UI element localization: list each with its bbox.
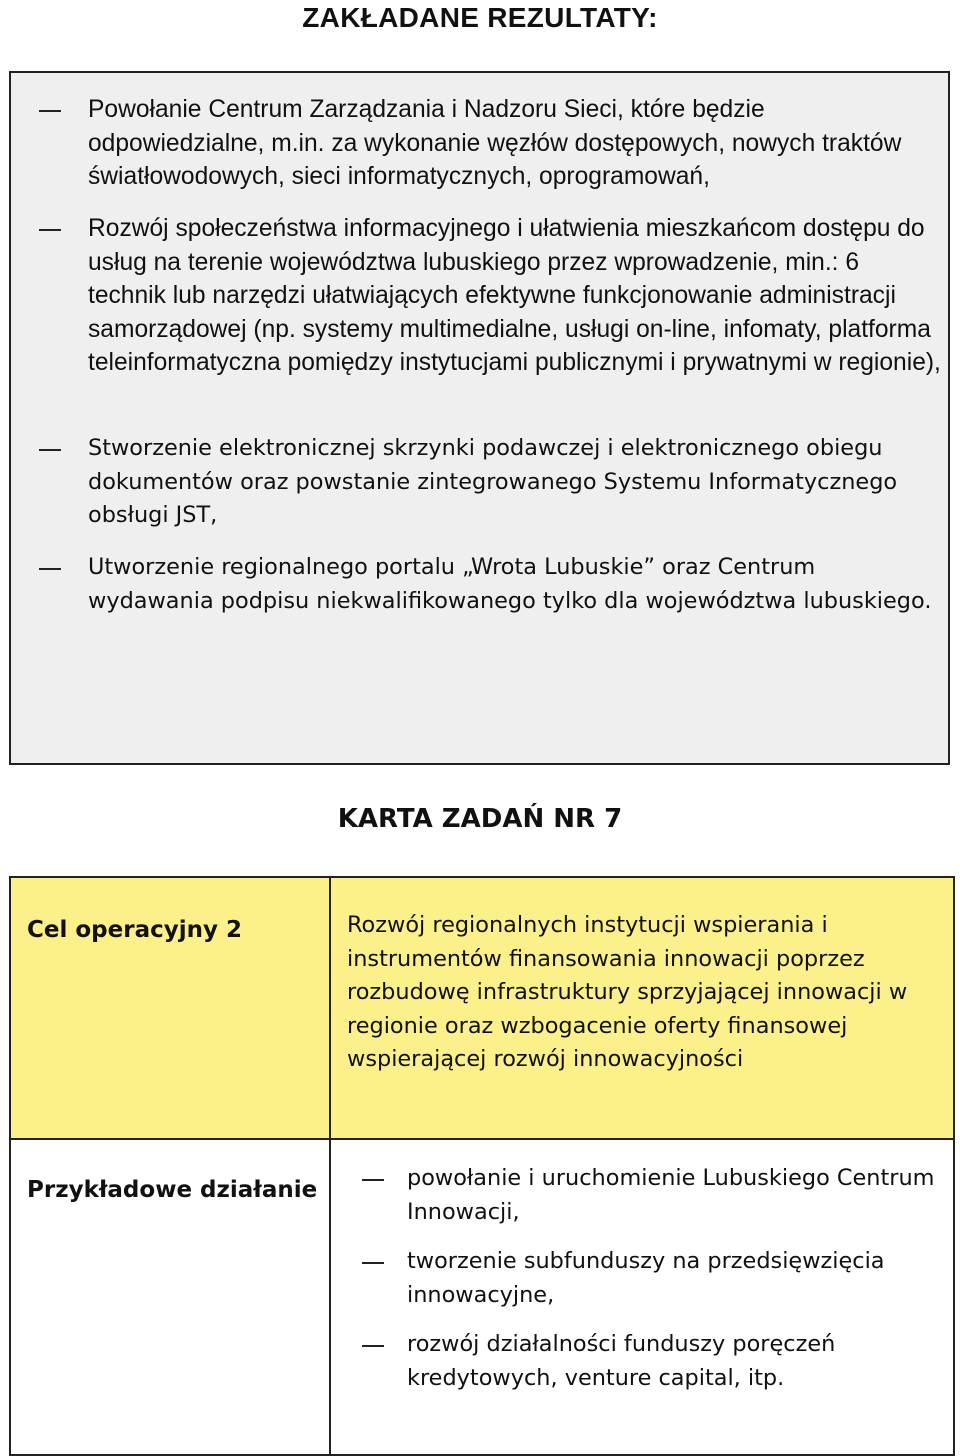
results-item-text: Utworzenie regionalnego portalu „Wrota Lubuskie” oraz Centrum wydawania podpisu niekwalifikowanego tylko dla województwa lubuskiego. [88, 554, 932, 614]
results-heading: ZAKŁADANE REZULTATY: [302, 2, 658, 33]
actions-label: Przykładowe działanie [10, 1139, 330, 1455]
results-item-text: Rozwój społeczeństwa informacyjnego i ułatwienia mieszkańcom dostępu do usług na terenie województwa lubuskiego przez wprowadzenie, min.: 6 technik lub narzędzi ułatwiających efektywne funkcjonowanie administracji samorządowej (np. systemy multimedialne, usługi on-line, infomaty, platforma teleinformatyczna pomiędzy instytucjami publicznymi i prywatnymi w regionie), [88, 215, 941, 376]
dash-bullet-icon [362, 1345, 384, 1347]
results-item-text: Powołanie Centrum Zarządzania i Nadzoru Sieci, które będzie odpowiedzialne, m.in. za wykonanie węzłów dostępowych, nowych traktów światłowodowych, sieci informatycznych, oprogramowań, [88, 96, 902, 190]
dash-bullet-icon [39, 229, 61, 231]
action-item [331, 1162, 943, 1229]
results-item-text: Stworzenie elektronicznej skrzynki podawczej i elektronicznego obiegu dokumentów oraz powstanie zintegrowanego Systemu Informatycznego obsługi JST, [88, 435, 898, 528]
task-card-table [9, 876, 955, 1456]
dash-bullet-icon [39, 110, 61, 112]
action-item-text: rozwój działalności funduszy poręczeń kredytowych, venture capital, itp. [407, 1331, 836, 1391]
actions-row [10, 1139, 954, 1455]
goal-text: Rozwój regionalnych instytucji wspierania i instrumentów finansowania innowacji poprzez rozbudowę infrastruktury sprzyjającej innowacji w regionie oraz wzbogacenie oferty finansowej wspierającej rozwój innowacyjności [330, 877, 954, 1139]
results-box [9, 71, 950, 765]
dash-bullet-icon [39, 568, 61, 570]
action-item-text: powołanie i uruchomienie Lubuskiego Centrum Innowacji, [407, 1165, 935, 1225]
task-card-title: KARTA ZADAŃ NR 7 [337, 804, 623, 834]
action-item-text: tworzenie subfunduszy na przedsięwzięcia innowacyjne, [407, 1248, 885, 1308]
actions-list [330, 1139, 954, 1455]
dash-bullet-icon [362, 1179, 384, 1181]
action-item [331, 1245, 943, 1312]
dash-bullet-icon [362, 1262, 384, 1264]
goal-label: Cel operacyjny 2 [10, 877, 330, 1139]
dash-bullet-icon [39, 449, 61, 451]
goal-row [10, 877, 954, 1139]
